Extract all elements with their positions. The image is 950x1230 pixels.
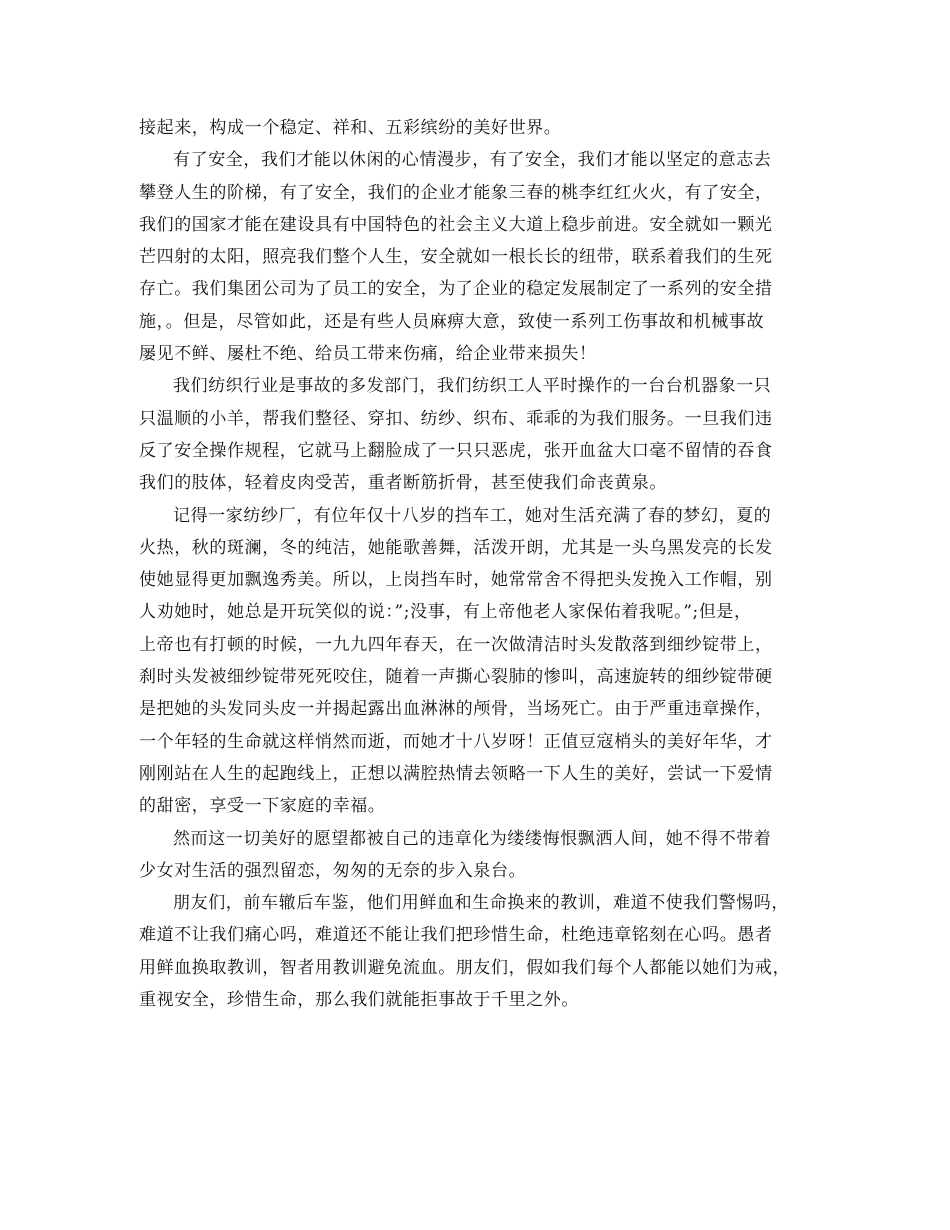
text-line: 使她显得更加飘逸秀美。所以，上岗挡车时，她常常舍不得把头发挽入工作帽，别 bbox=[139, 570, 773, 591]
text-line: 少女对生活的强烈留恋，匆匆的无奈的步入泉台。 bbox=[139, 860, 527, 881]
text-line: 是把她的头发同头皮一并揭起露出血淋淋的颅骨，当场死亡。由于严重违章操作， bbox=[139, 699, 773, 720]
text-line: 施，。但是，尽管如此，还是有些人员麻痹大意，致使一系列工伤事故和机械事故 bbox=[139, 311, 765, 332]
paragraph-first-line: 我们纺织行业是事故的多发部门，我们纺织工人平时操作的一台台机器象一只 bbox=[173, 376, 772, 397]
text-line: 接起来，构成一个稳定、祥和、五彩缤纷的美好世界。 bbox=[139, 118, 562, 138]
text-line: 只温顺的小羊，帮我们整径、穿扣、纺纱、织布、乖乖的为我们服务。一旦我们违 bbox=[139, 408, 773, 429]
paragraph-first-line: 朋友们，前车辙后车鉴，他们用鲜血和生命换来的教训，难道不使我们警惕吗， bbox=[173, 893, 789, 914]
text-line: 反了安全操作规程，它就马上翻脸成了一只只恶虎，张开血盆大口毫不留情的吞食 bbox=[139, 440, 773, 461]
text-line: 存亡。我们集团公司为了员工的安全，为了企业的稳定发展制定了一系列的安全措 bbox=[139, 279, 773, 300]
text-line: 芒四射的太阳，照亮我们整个人生，安全就如一根长长的纽带，联系着我们的生死 bbox=[139, 247, 773, 268]
paragraph-first-line: 有了安全，我们才能以休闲的心情漫步，有了安全，我们才能以坚定的意志去 bbox=[173, 150, 772, 171]
text-line: 上帝也有打顿的时候，一九九四年春天，在一次做清洁时头发散落到细纱锭带上， bbox=[139, 634, 773, 655]
text-line: 我们的国家才能在建设具有中国特色的社会主义大道上稳步前进。安全就如一颗光 bbox=[139, 214, 773, 235]
text-line: 火热，秋的斑澜，冬的纯洁，她能歌善舞，活泼开朗，尤其是一头乌黑发亮的长发 bbox=[139, 537, 773, 558]
document-body bbox=[139, 112, 819, 1016]
text-line: 刚刚站在人生的起跑线上，正想以满腔热情去领略一下人生的美好，尝试一下爱情 bbox=[139, 763, 773, 784]
text-line: 的甜密，享受一下家庭的幸福。 bbox=[139, 796, 386, 817]
text-line: 我们的肢体，轻着皮肉受苦，重者断筋折骨，甚至使我们命丧黄泉。 bbox=[139, 473, 667, 494]
text-line: 重视安全，珍惜生命，那么我们就能拒事故于千里之外。 bbox=[139, 990, 579, 1011]
text-line: 屡见不鲜、屡杜不绝、给员工带来伤痛，给企业带来损失！ bbox=[139, 344, 597, 365]
text-line: 刹时头发被细纱锭带死死咬住，随着一声撕心裂肺的惨叫，高速旋转的细纱锭带硬 bbox=[139, 667, 773, 688]
paragraph-first-line: 记得一家纺纱厂，有位年仅十八岁的挡车工，她对生活充满了春的梦幻，夏的 bbox=[173, 505, 772, 526]
text-line: 难道不让我们痛心吗，难道还不能让我们把珍惜生命，杜绝违章铭刻在心吗。愚者 bbox=[139, 925, 773, 946]
paragraph-first-line: 然而这一切美好的愿望都被自己的违章化为缕缕悔恨飘洒人间，她不得不带着 bbox=[173, 828, 772, 849]
text-line: 用鲜血换取教训，智者用教训避免流血。朋友们，假如我们每个人都能以她们为戒， bbox=[139, 957, 791, 978]
text-line: 人劝她时，她总是开玩笑似的说：”;没事，有上帝他老人家保佑着我呢。”;但是， bbox=[139, 602, 752, 623]
text-line: 攀登人生的阶梯，有了安全，我们的企业才能象三春的桃李红红火火，有了安全， bbox=[139, 182, 773, 203]
text-line: 一个年轻的生命就这样悄然而逝，而她才十八岁呀！正值豆寇梢头的美好年华，才 bbox=[139, 731, 773, 752]
